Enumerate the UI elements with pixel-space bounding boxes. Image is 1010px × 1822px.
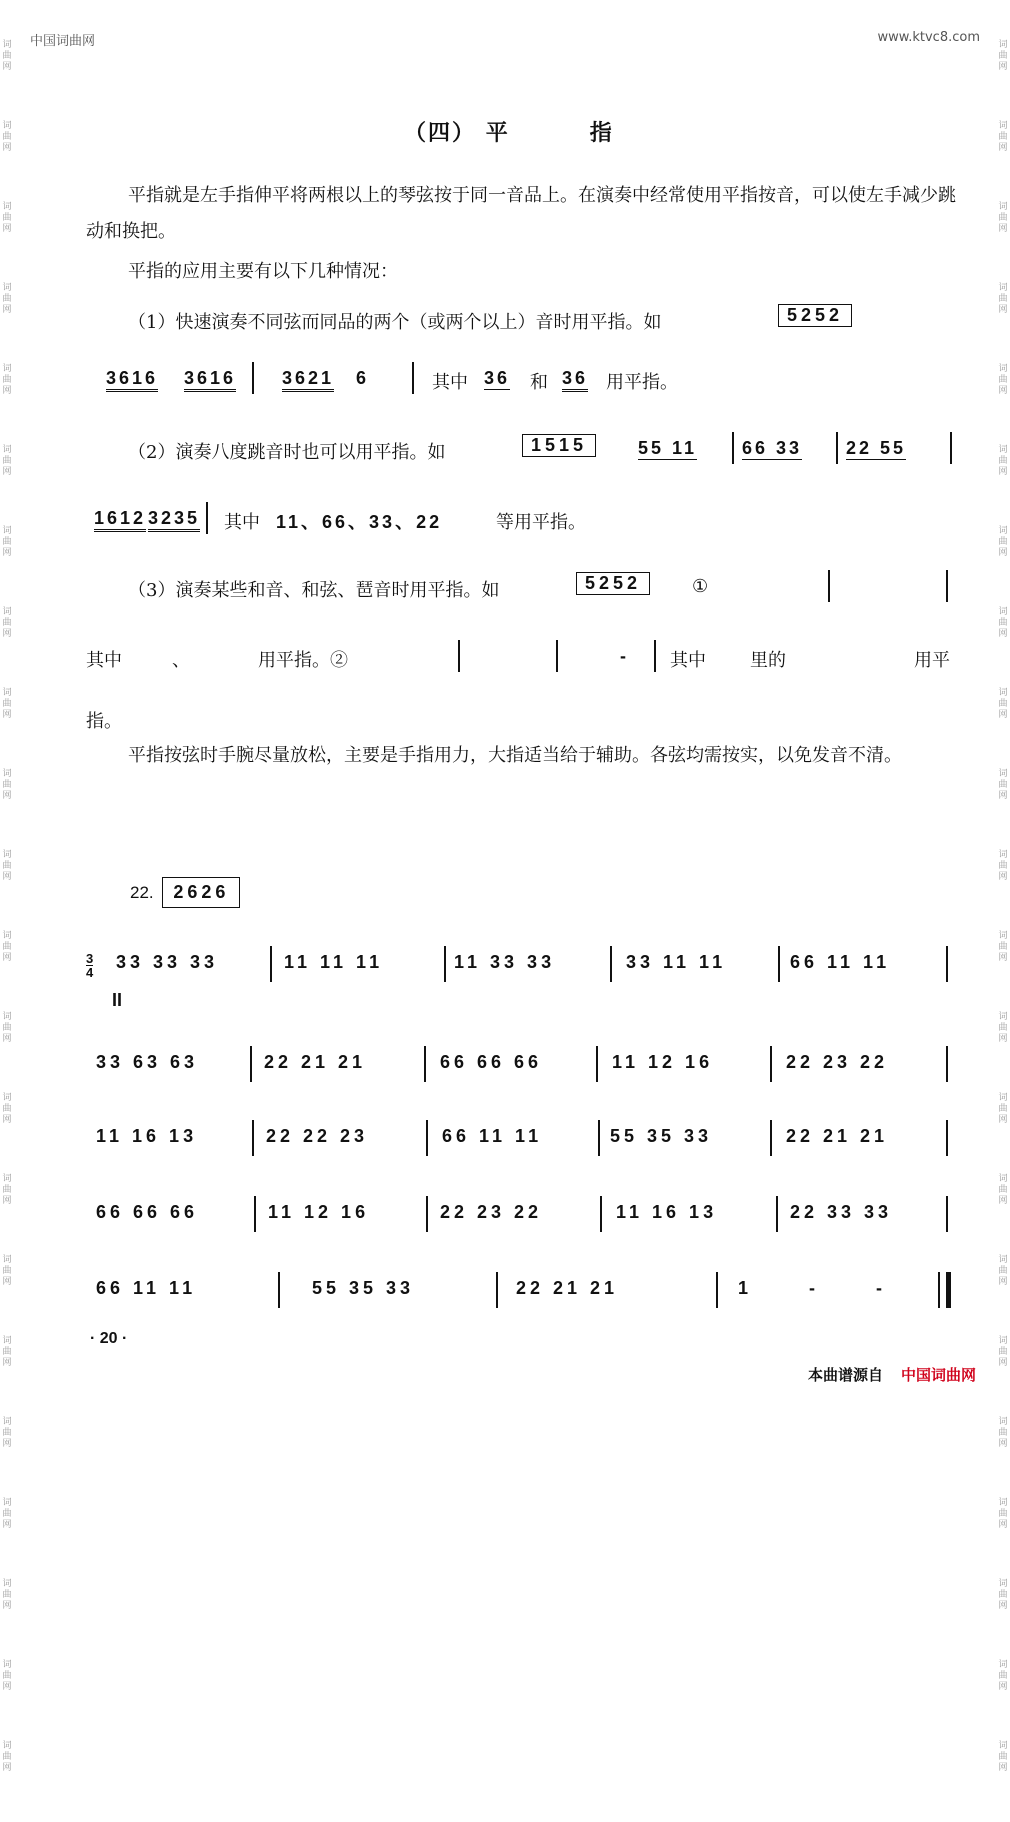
- site-name-left: 中国词曲网: [30, 34, 96, 49]
- measure: 22 21 21: [786, 1126, 889, 1146]
- case-3-line: （3）演奏某些和音、和弦、琶音时用平指。如 5252 ①: [86, 566, 958, 610]
- source-footer: 本曲谱源自 中国词曲网: [807, 1366, 976, 1384]
- measure: 33 63 63: [96, 1052, 199, 1072]
- case-1-line: （1）快速演奏不同弦而同品的两个（或两个以上）音时用平指。如 5252: [86, 298, 958, 342]
- exercise-number: 22. 2626: [130, 877, 240, 908]
- case-3-notes: 其中 、 用平指。② - 其中 里的 用平: [86, 636, 958, 680]
- measure: 11 12 16: [612, 1052, 714, 1072]
- measure: 11 16 13: [96, 1126, 198, 1146]
- time-signature: 3 4: [86, 951, 94, 980]
- case-1-notes: 3616 3616 3621 6 其中 36 和 36 用平指。: [86, 358, 958, 402]
- score-row-5: [86, 1266, 956, 1316]
- measure: 55 35 33: [312, 1278, 415, 1298]
- dynamic-mark: II: [112, 990, 123, 1010]
- string-tuning-box: 2626: [162, 877, 240, 908]
- measure: 66 66 66: [440, 1052, 543, 1072]
- case-2-notes: 1612 3235 其中 11、66、33、22 等用平指。: [86, 498, 958, 542]
- score-row-1: [86, 940, 956, 990]
- score-row-4: [86, 1190, 956, 1240]
- case-2-line: （2）演奏八度跳音时也可以用平指。如 1515 55 11 66 33 22 55: [86, 428, 958, 472]
- string-tuning-box: 5252: [778, 304, 852, 327]
- score-row-3: [86, 1114, 956, 1164]
- paragraph-cont: 指。: [86, 711, 122, 732]
- measure: 22 21 21: [264, 1052, 367, 1072]
- measure: 22 22 23: [266, 1126, 369, 1146]
- measure: 11 11 11: [284, 952, 384, 972]
- string-tuning-box: 5252: [576, 572, 650, 595]
- measure: 1 - -: [738, 1278, 911, 1298]
- paragraph-technique: 平指按弦时手腕尽量放松，主要是手指用力，大指适当给于辅助。各弦均需按实，以免发音不清。: [128, 745, 902, 766]
- page-number: · 20 ·: [90, 1330, 128, 1347]
- measure: 33 33 33: [116, 952, 219, 972]
- measure: 22 23 22: [786, 1052, 889, 1072]
- measure: 33 11 11: [626, 952, 727, 972]
- string-tuning-box: 1515: [522, 434, 596, 457]
- measure: 55 35 33: [610, 1126, 713, 1146]
- site-url-right: www.ktvc8.com: [877, 30, 980, 45]
- measure: 66 11 11: [442, 1126, 543, 1146]
- measure: 11 33 33: [454, 952, 556, 972]
- measure: 66 11 11: [790, 952, 891, 972]
- measure: 11 16 13: [616, 1202, 718, 1222]
- watermark-left: 词曲网 词曲网 词曲网 词曲网 词曲网 词曲网 词曲网 词曲网 词曲网 词曲网 词曲网 词曲网 词曲网 词曲网 词曲网 词曲网 词曲网 词曲网 词曲网 词曲网 词曲网 词曲网: [2, 40, 12, 1773]
- measure: 22 21 21: [516, 1278, 619, 1298]
- measure: 66 66 66: [96, 1202, 199, 1222]
- measure: 22 33 33: [790, 1202, 893, 1222]
- paragraph-intro: 平指就是左手指伸平将两根以上的琴弦按于同一音品上。在演奏中经常使用平指按音，可以使左手减少跳动和换把。: [86, 185, 956, 242]
- footer-brand: 中国词曲网: [900, 1366, 976, 1384]
- section-title: （四） 平 指: [404, 121, 614, 146]
- measure: 11 12 16: [268, 1202, 370, 1222]
- measure: 66 11 11: [96, 1278, 197, 1298]
- watermark-right: 词曲网 词曲网 词曲网 词曲网 词曲网 词曲网 词曲网 词曲网 词曲网 词曲网 词曲网 词曲网 词曲网 词曲网 词曲网 词曲网 词曲网 词曲网 词曲网 词曲网 词曲网 词曲网: [998, 40, 1008, 1773]
- paragraph-cases: 平指的应用主要有以下几种情况：: [128, 261, 398, 282]
- score-row-2: [86, 1040, 956, 1090]
- measure: 22 23 22: [440, 1202, 543, 1222]
